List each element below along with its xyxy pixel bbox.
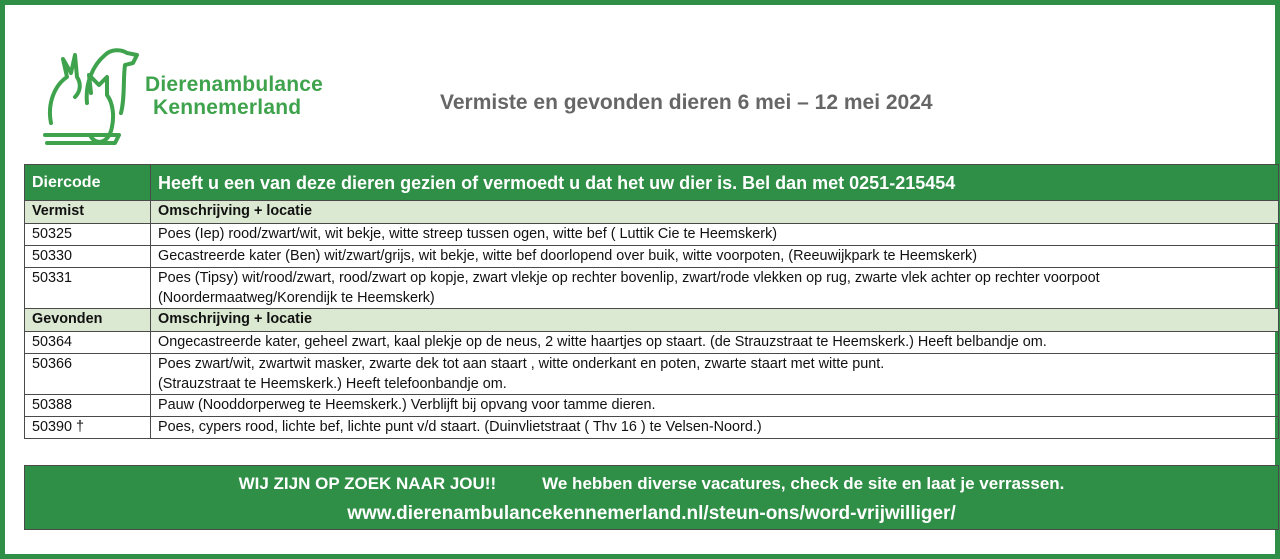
animal-description	[151, 268, 1279, 309]
brand-line1: Dierenambulance	[145, 73, 324, 96]
logo	[41, 43, 361, 153]
table-row	[25, 224, 1279, 246]
brand-name	[145, 73, 323, 119]
banner-vacancies: We hebben diverse vacatures, check de site en laat je verrassen.	[542, 474, 1065, 493]
animal-description	[151, 354, 1279, 395]
table-row	[25, 332, 1279, 354]
table-row	[25, 268, 1279, 309]
table-row	[25, 417, 1279, 439]
animal-code: 50366	[25, 354, 151, 395]
animal-description: Gecastreerde kater (Ben) wit/zwart/grijs, wit bekje, witte bef doorlopend over buik, witte voorpoten, (Reeuwijkpark te Heemskerk)	[151, 246, 1279, 268]
section-header-missing	[25, 201, 1279, 224]
animal-code: 50331	[25, 268, 151, 309]
dog-cat-rabbit-logo-icon	[41, 43, 145, 153]
section-desc-header-found: Omschrijving + locatie	[151, 309, 1279, 332]
brand-line2: Kennemerland	[153, 96, 302, 119]
table-header-row	[25, 165, 1279, 201]
header-call-text: Heeft u een van deze dieren gezien of vermoedt u dat het uw dier is. Bel dan met 0251-215454	[151, 165, 1279, 201]
banner-callout: WIJ ZIJN OP ZOEK NAAR JOU!!	[238, 474, 497, 493]
animal-description: Poes, cypers rood, lichte bef, lichte punt v/d staart. (Duinvlietstraat ( Thv 16 ) te Velsen-Noord.)	[151, 417, 1279, 439]
table-row	[25, 395, 1279, 417]
animal-description-line2: (Strauzstraat te Heemskerk.) Heeft telefoonbandje om.	[158, 376, 507, 392]
section-label-missing: Vermist	[25, 201, 151, 224]
section-header-found	[25, 309, 1279, 332]
section-label-found: Gevonden	[25, 309, 151, 332]
animal-description-line1: Poes zwart/wit, zwartwit masker, zwarte dek tot aan staart , witte onderkant en poten, zwarte staart met witte punt.	[158, 356, 885, 372]
animal-description: Poes (Iep) rood/zwart/wit, wit bekje, witte streep tussen ogen, witte bef ( Luttik Cie te Heemskerk)	[151, 224, 1279, 246]
animal-description: Ongecastreerde kater, geheel zwart, kaal plekje op de neus, 2 witte haartjes op staart. (de Strauzstraat te Heemskerk.) Heeft belbandje om.	[151, 332, 1279, 354]
animals-table	[24, 164, 1279, 439]
table-row	[25, 246, 1279, 268]
animal-description: Pauw (Nooddorperweg te Heemskerk.) Verblijft bij opvang voor tamme dieren.	[151, 395, 1279, 417]
animal-description-line1: Poes (Tipsy) wit/rood/zwart, rood/zwart op kopje, zwart vlekje op rechter bovenlip, zwart/rode vlekken op rug, zwarte vlek achter op rechter voorpoot	[158, 270, 1100, 286]
table-row	[25, 354, 1279, 395]
banner-line1	[25, 474, 1278, 494]
animal-code: 50390 †	[25, 417, 151, 439]
animal-code: 50388	[25, 395, 151, 417]
animal-description-line2: (Noordermaatweg/Korendijk te Heemskerk)	[158, 290, 435, 306]
section-desc-header-missing: Omschrijving + locatie	[151, 201, 1279, 224]
animal-code: 50330	[25, 246, 151, 268]
animal-code: 50364	[25, 332, 151, 354]
header-code: Diercode	[25, 165, 151, 201]
volunteer-url[interactable]: www.dierenambulancekennemerland.nl/steun-ons/word-vrijwilliger/	[347, 503, 956, 524]
volunteer-banner	[24, 465, 1279, 530]
animal-code: 50325	[25, 224, 151, 246]
page-title: Vermiste en gevonden dieren 6 mei – 12 mei 2024	[440, 91, 933, 114]
